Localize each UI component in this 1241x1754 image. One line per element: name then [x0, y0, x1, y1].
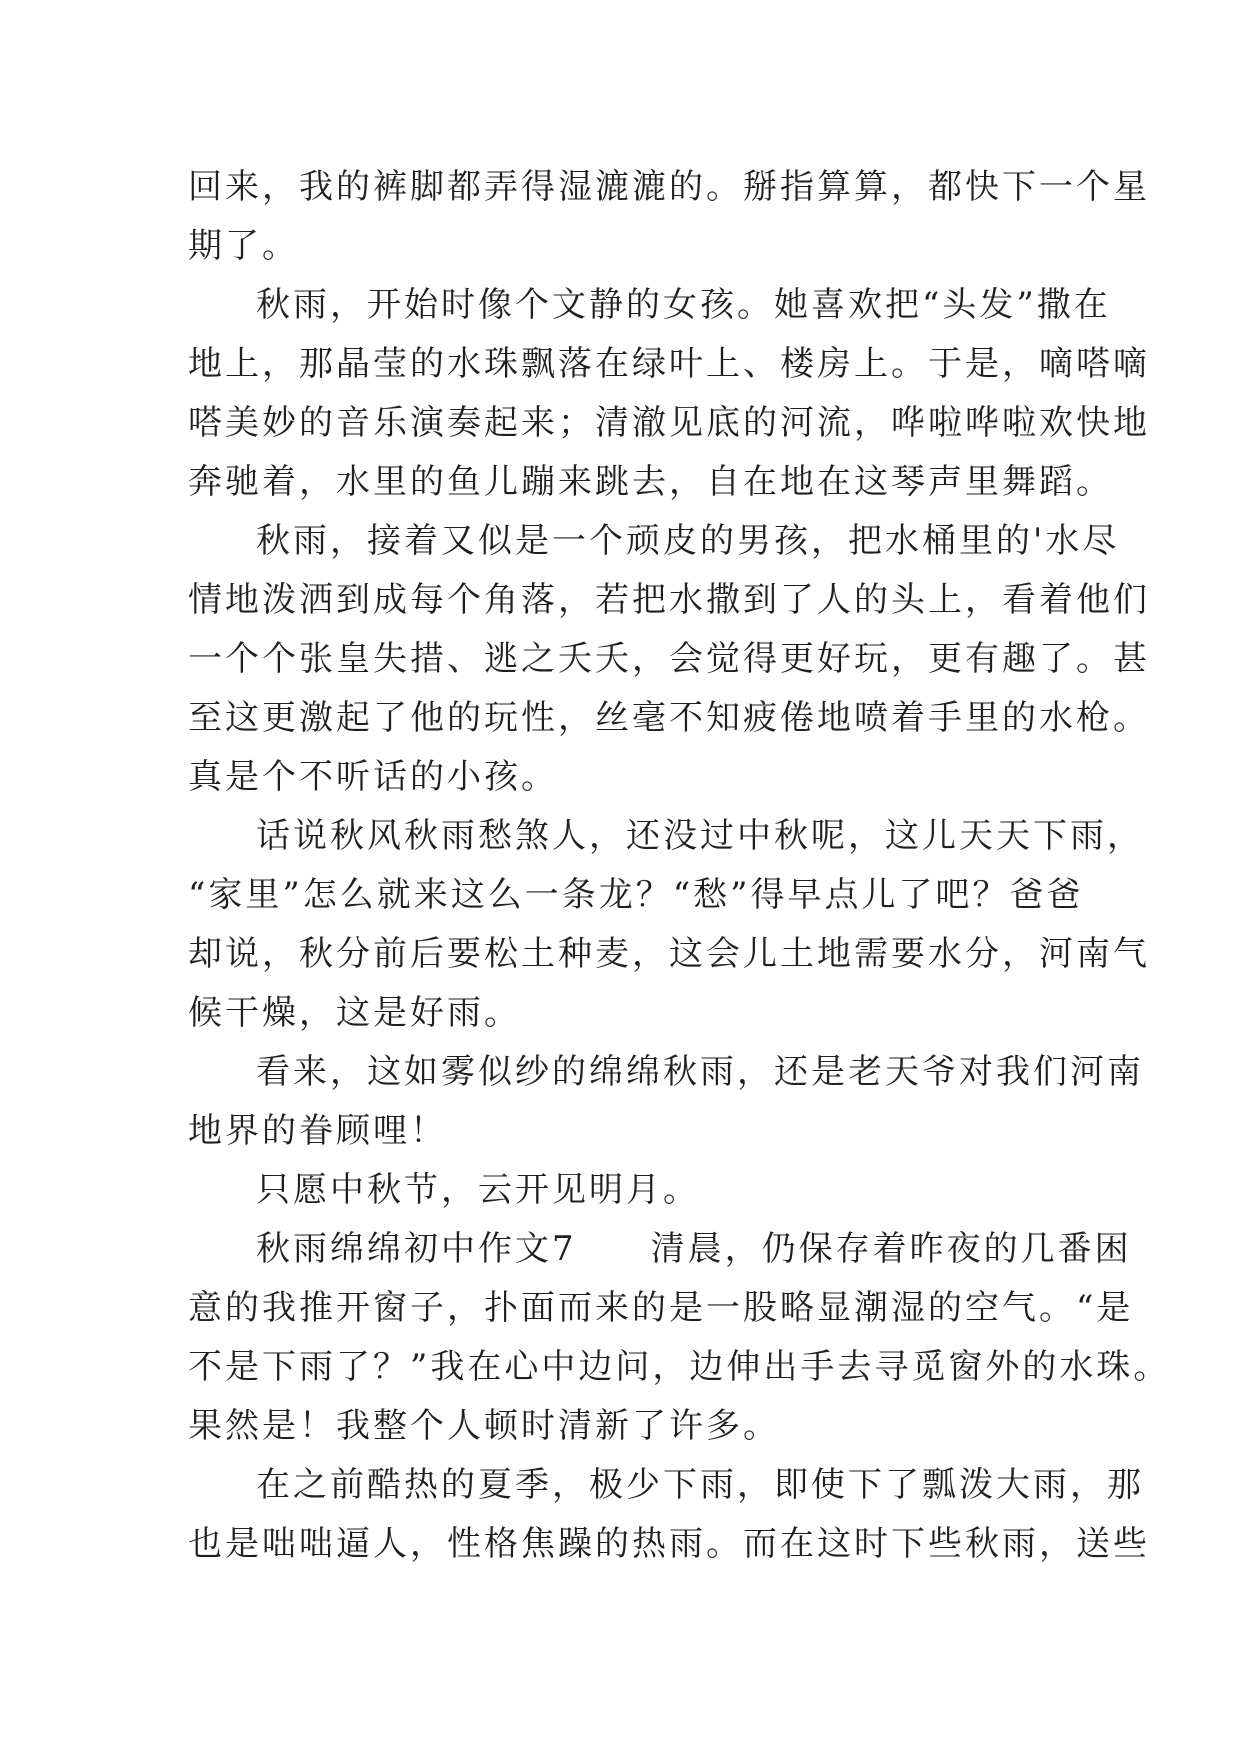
- paragraph-first-line: 只愿中秋节，云开见明月。: [256, 1170, 700, 1210]
- text-line: 候干燥，这是好雨。: [188, 993, 521, 1033]
- text-line: “家里”怎么就来这么一条龙？“愁”得早点儿了吧？爸爸: [188, 875, 1084, 915]
- text-line: 嗒美妙的音乐演奏起来；清澈见底的河流，哗啦哗啦欢快地: [188, 403, 1150, 443]
- text-line: 也是咄咄逼人，性格焦躁的热雨。而在这时下些秋雨，送些: [188, 1524, 1150, 1564]
- text-line: 果然是！我整个人顿时清新了许多。: [188, 1406, 780, 1446]
- paragraph-first-line: 秋雨，开始时像个文静的女孩。她喜欢把“头发”撒在: [256, 285, 1111, 325]
- text-line: 地上，那晶莹的水珠飘落在绿叶上、楼房上。于是，嘀嗒嘀: [188, 344, 1150, 384]
- text-line: 却说，秋分前后要松土种麦，这会儿土地需要水分，河南气: [188, 934, 1150, 974]
- text-line: 地界的眷顾哩！: [188, 1111, 447, 1151]
- paragraph-first-line: 秋雨绵绵初中作文7 清晨，仍保存着昨夜的几番困: [256, 1229, 1132, 1269]
- text-line: 至这更激起了他的玩性，丝毫不知疲倦地喷着手里的水枪。: [188, 698, 1150, 738]
- document-body: [188, 158, 1171, 1574]
- text-line: 不是下雨了？”我在心中边问，边伸出手去寻觅窗外的水珠。: [188, 1347, 1171, 1387]
- text-line: 真是个不听话的小孩。: [188, 757, 558, 797]
- paragraph-first-line: 看来，这如雾似纱的绵绵秋雨，还是老天爷对我们河南: [256, 1052, 1144, 1092]
- text-line: 期了。: [188, 226, 299, 266]
- text-line: 意的我推开窗子，扑面而来的是一股略显潮湿的空气。“是: [188, 1288, 1134, 1328]
- text-line: 情地泼洒到成每个角落，若把水撒到了人的头上，看着他们: [188, 580, 1150, 620]
- paragraph-first-line: 秋雨，接着又似是一个顽皮的男孩，把水桶里的'水尽: [256, 521, 1120, 561]
- text-line: 一个个张皇失措、逃之夭夭，会觉得更好玩，更有趣了。甚: [188, 639, 1150, 679]
- paragraph-first-line: 话说秋风秋雨愁煞人，还没过中秋呢，这儿天天下雨，: [256, 816, 1144, 856]
- text-line: 奔驰着，水里的鱼儿蹦来跳去，自在地在这琴声里舞蹈。: [188, 462, 1113, 502]
- paragraph-first-line: 在之前酷热的夏季，极少下雨，即使下了瓢泼大雨，那: [256, 1465, 1144, 1505]
- text-line: 回来，我的裤脚都弄得湿漉漉的。掰指算算，都快下一个星: [188, 167, 1150, 207]
